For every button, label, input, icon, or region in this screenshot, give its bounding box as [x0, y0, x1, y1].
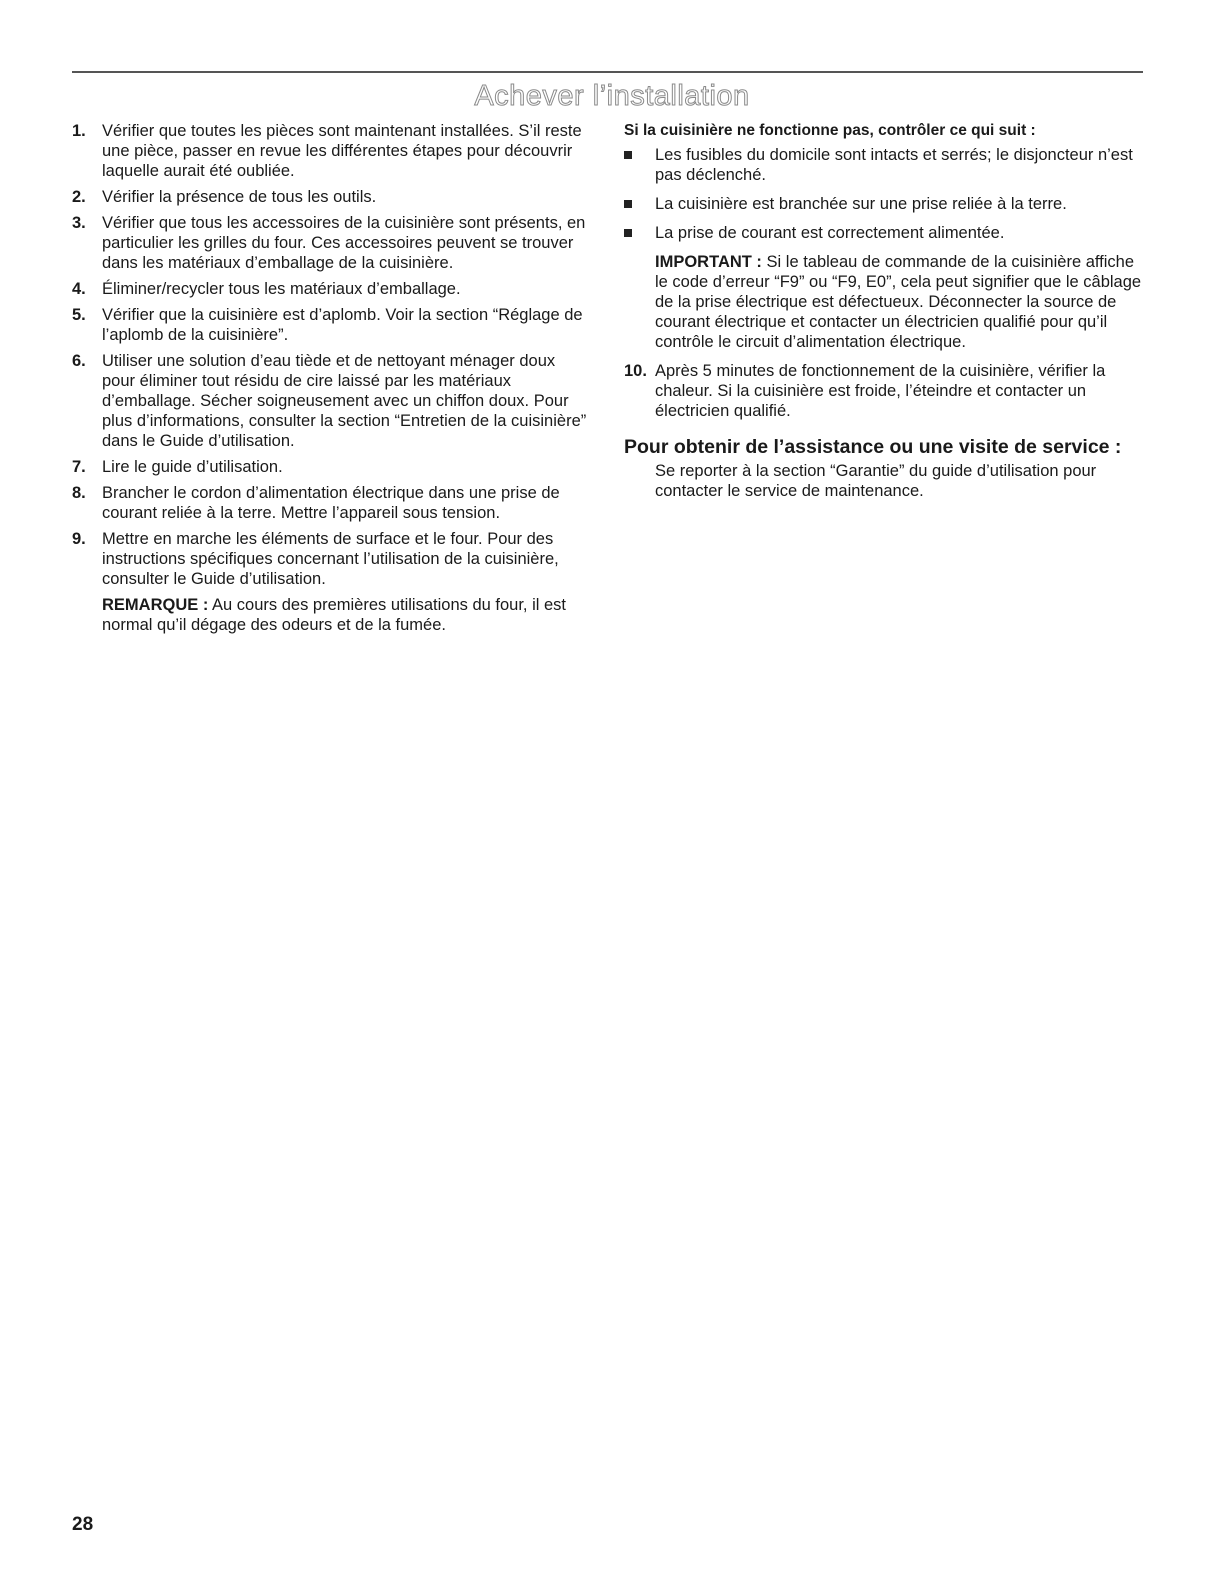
left-column: [72, 121, 592, 641]
important-note: [624, 252, 1144, 352]
list-item: [624, 361, 1144, 421]
item-number: 2.: [72, 188, 86, 206]
header-rule: [72, 71, 1143, 73]
item-number: 6.: [72, 352, 86, 370]
item-number: 3.: [72, 214, 86, 232]
bullet-item: [624, 223, 1144, 243]
list-item: [72, 121, 592, 181]
item-text: Vérifier que toutes les pièces sont maintenant installées. S’il reste une pièce, passer en revue les différentes étapes pour découvrir laquelle aurait été oubliée.: [102, 122, 582, 180]
important-label: IMPORTANT :: [655, 253, 762, 271]
item-number: 1.: [72, 122, 86, 140]
item-text: Éliminer/recycler tous les matériaux d’emballage.: [102, 280, 461, 298]
list-item: [72, 529, 592, 635]
square-bullet-icon: [624, 200, 632, 208]
item-text: Vérifier que la cuisinière est d’aplomb. Voir la section “Réglage de l’aplomb de la cuisinière”.: [102, 306, 583, 344]
assistance-text: Se reporter à la section “Garantie” du guide d’utilisation pour contacter le service de maintenance.: [655, 462, 1097, 500]
list-item: [72, 483, 592, 523]
important-text: Si le tableau de commande de la cuisinière affiche le code d’erreur “F9” ou “F9, E0”, cela peut signifier que le câblage de la prise électrique est défectueux. Déconnecter la source de courant électrique et contacter un électricien qualifié pour qu’il contrôle le circuit d’alimentation électrique.: [655, 253, 1142, 351]
remark-text: Au cours des premières utilisations du four, il est normal qu’il dégage des odeurs et de la fumée.: [102, 596, 567, 634]
list-item: [72, 279, 592, 299]
assistance-heading: Pour obtenir de l’assistance ou une visite de service :: [624, 436, 1122, 458]
square-bullet-icon: [624, 151, 632, 159]
square-bullet-icon: [624, 229, 632, 237]
item-text: Brancher le cordon d’alimentation électrique dans une prise de courant reliée à la terre. Mettre l’appareil sous tension.: [102, 484, 560, 522]
bullet-item: [624, 145, 1144, 185]
list-item: [72, 351, 592, 451]
item-text: Mettre en marche les éléments de surface et le four. Pour des instructions spécifiques concernant l’utilisation de la cuisinière, consulter le Guide d’utilisation.: [102, 530, 559, 588]
page-title: Achever l’installation: [474, 80, 750, 112]
page-number: 28: [72, 1514, 94, 1535]
list-item: [72, 187, 592, 207]
item-text: Vérifier que tous les accessoires de la cuisinière sont présents, en particulier les grilles du four. Ces accessoires peuvent se trouver dans les matériaux d’emballage de la cuisinière.: [102, 214, 586, 272]
item-number: 5.: [72, 306, 86, 324]
remark-note: [102, 595, 592, 635]
item-number: 7.: [72, 458, 86, 476]
item-text: Utiliser une solution d’eau tiède et de nettoyant ménager doux pour éliminer tout résidu de cire laissé par les matériaux d’emballage. Sécher soigneusement avec un chiffon doux. Pour plus d’informations, consulter la section “Entretien de la cuisinière” dans le Guide d’utilisation.: [102, 352, 587, 450]
list-item: [72, 305, 592, 345]
bullet-text: La cuisinière est branchée sur une prise reliée à la terre.: [655, 195, 1067, 213]
item-text: Après 5 minutes de fonctionnement de la cuisinière, vérifier la chaleur. Si la cuisinière est froide, l’éteindre et contacter un électricien qualifié.: [655, 362, 1106, 420]
item-text: Vérifier la présence de tous les outils.: [102, 188, 377, 206]
bullet-item: [624, 194, 1144, 214]
item-number: 4.: [72, 280, 86, 298]
troubleshoot-heading: Si la cuisinière ne fonctionne pas, contrôler ce qui suit :: [624, 122, 1036, 139]
item-number: 8.: [72, 484, 86, 502]
remark-label: REMARQUE :: [102, 596, 209, 614]
item-text: Lire le guide d’utilisation.: [102, 458, 283, 476]
list-item: [72, 457, 592, 477]
bullet-text: La prise de courant est correctement alimentée.: [655, 224, 1005, 242]
bullet-text: Les fusibles du domicile sont intacts et serrés; le disjoncteur n’est pas déclenché.: [655, 146, 1133, 184]
item-number: 9.: [72, 530, 86, 548]
right-column: [624, 121, 1144, 501]
list-item: [72, 213, 592, 273]
item-number: 10.: [624, 362, 647, 380]
